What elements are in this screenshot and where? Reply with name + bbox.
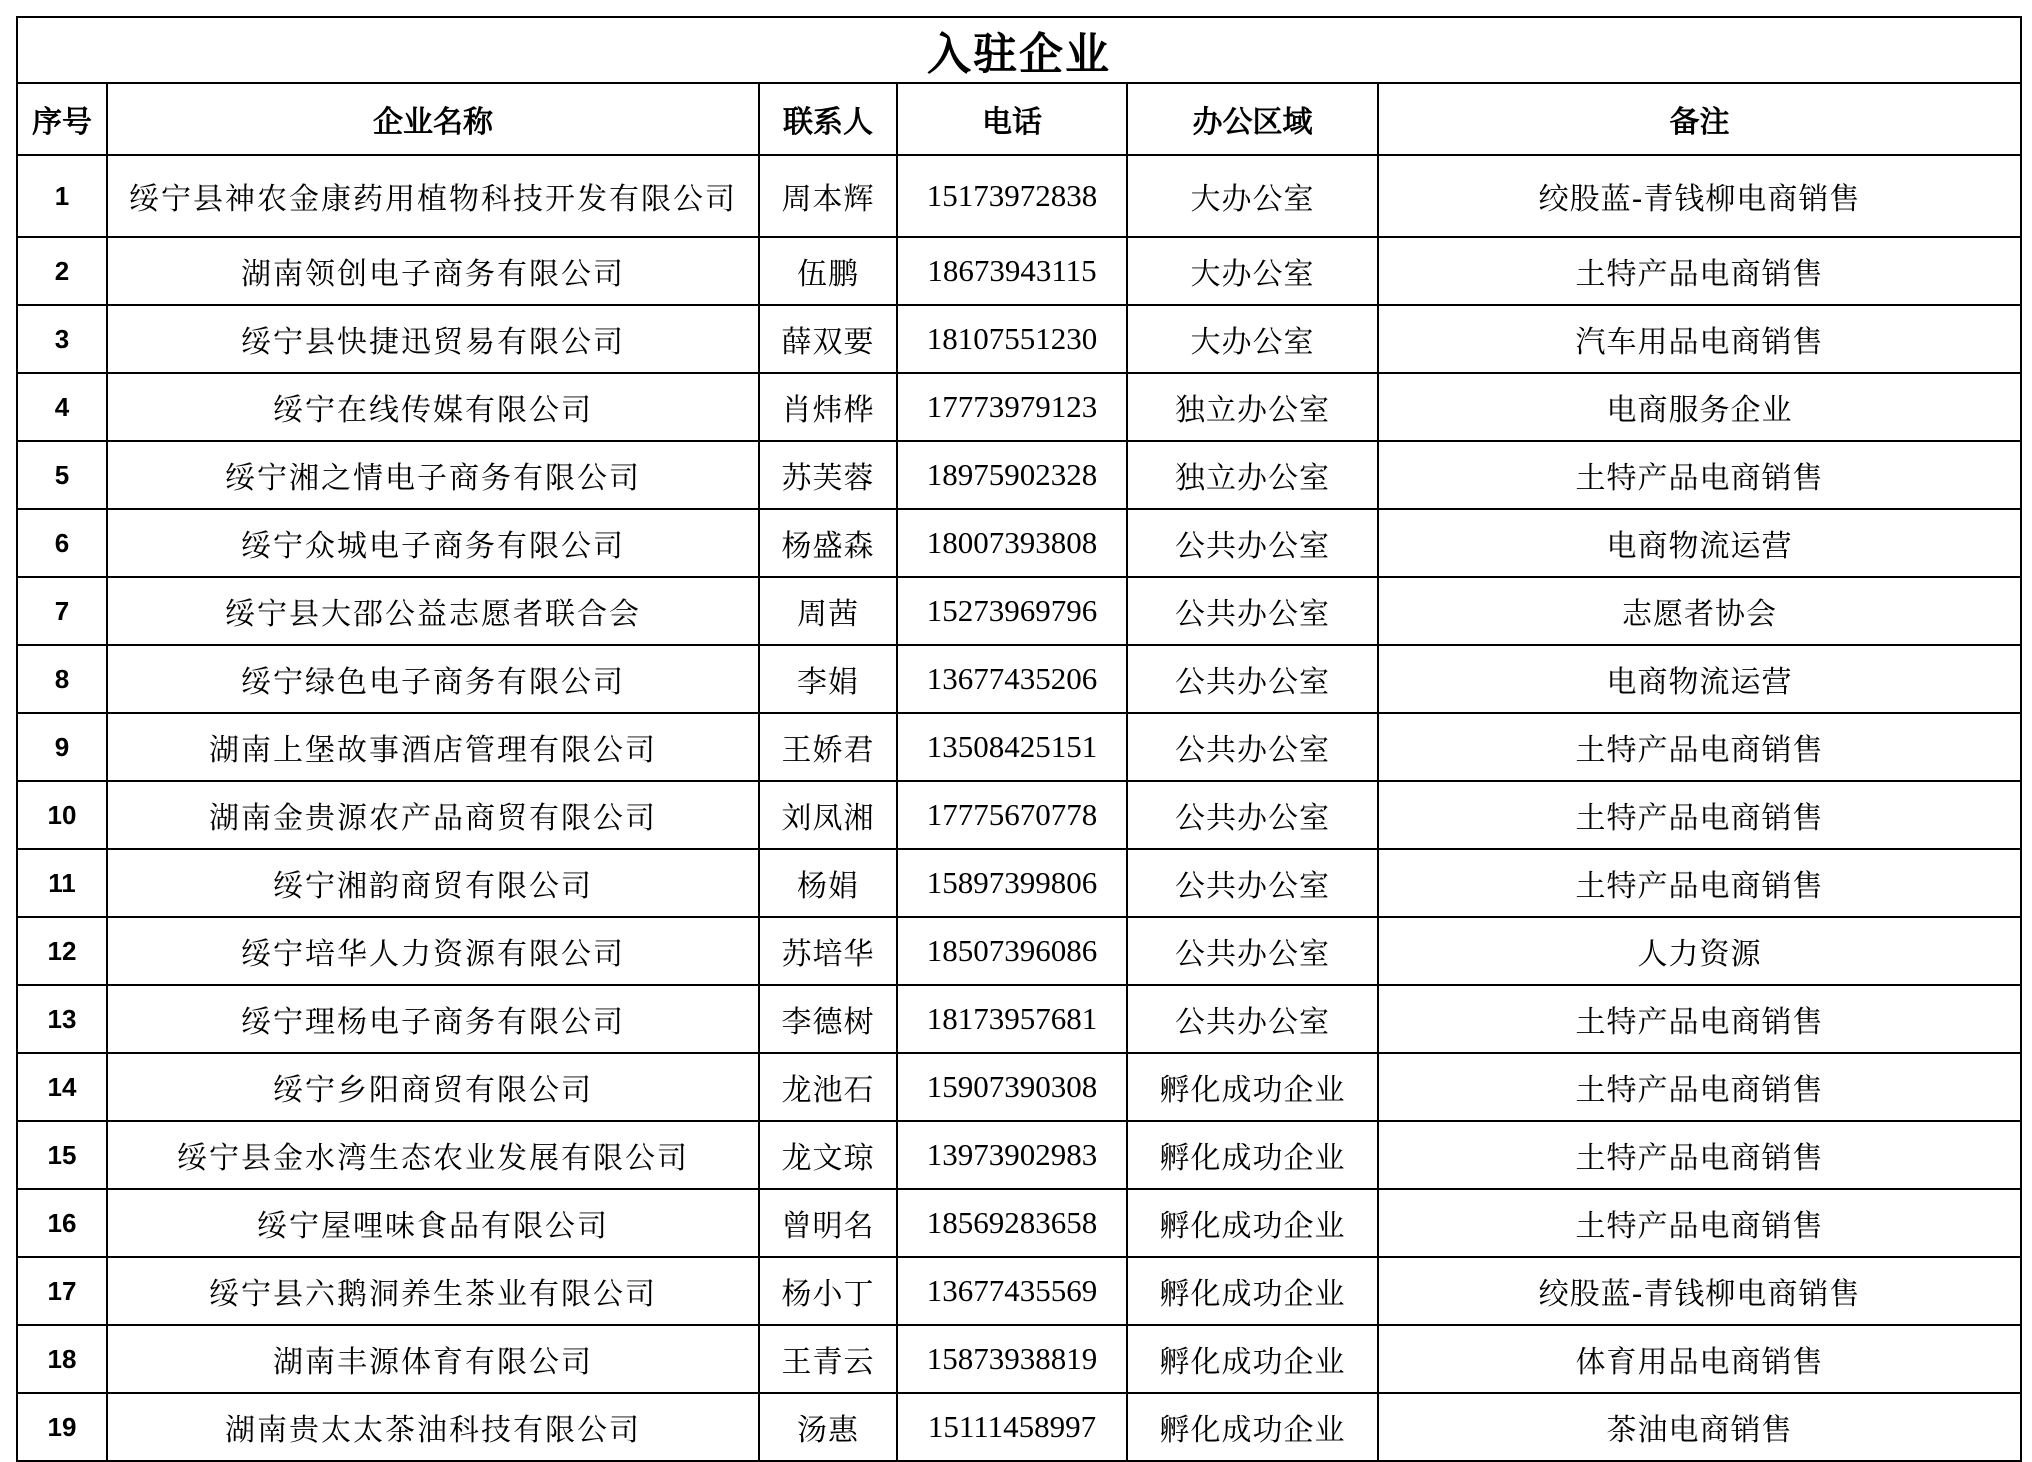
- table-row: [17, 713, 2021, 781]
- cell-office: 大办公室: [1127, 305, 1378, 373]
- cell-company: 湖南丰源体育有限公司: [107, 1325, 759, 1393]
- header-contact: 联系人: [759, 83, 897, 155]
- table-body: [17, 155, 2021, 1461]
- cell-contact: 李娟: [759, 645, 897, 713]
- table-row: [17, 1257, 2021, 1325]
- table-row: [17, 781, 2021, 849]
- cell-phone: 18007393808: [897, 509, 1127, 577]
- header-company: 企业名称: [107, 83, 759, 155]
- table-row: [17, 373, 2021, 441]
- cell-seq: 8: [17, 645, 107, 713]
- cell-note: 土特产品电商销售: [1378, 1053, 2021, 1121]
- cell-seq: 13: [17, 985, 107, 1053]
- enterprise-table: [16, 16, 2022, 1462]
- cell-seq: 7: [17, 577, 107, 645]
- cell-office: 公共办公室: [1127, 645, 1378, 713]
- cell-contact: 肖炜桦: [759, 373, 897, 441]
- cell-contact: 汤惠: [759, 1393, 897, 1461]
- cell-contact: 王青云: [759, 1325, 897, 1393]
- cell-seq: 18: [17, 1325, 107, 1393]
- cell-office: 公共办公室: [1127, 849, 1378, 917]
- table-row: [17, 237, 2021, 305]
- cell-contact: 苏培华: [759, 917, 897, 985]
- header-seq: 序号: [17, 83, 107, 155]
- table-row: [17, 509, 2021, 577]
- cell-phone: 17775670778: [897, 781, 1127, 849]
- cell-office: 独立办公室: [1127, 441, 1378, 509]
- cell-company: 绥宁县六鹅洞养生茶业有限公司: [107, 1257, 759, 1325]
- cell-company: 绥宁县快捷迅贸易有限公司: [107, 305, 759, 373]
- cell-phone: 18673943115: [897, 237, 1127, 305]
- cell-note: 绞股蓝-青钱柳电商销售: [1378, 155, 2021, 237]
- cell-contact: 杨盛森: [759, 509, 897, 577]
- cell-company: 绥宁培华人力资源有限公司: [107, 917, 759, 985]
- table-row: [17, 1325, 2021, 1393]
- cell-company: 绥宁众城电子商务有限公司: [107, 509, 759, 577]
- cell-phone: 13508425151: [897, 713, 1127, 781]
- cell-seq: 19: [17, 1393, 107, 1461]
- cell-phone: 18507396086: [897, 917, 1127, 985]
- cell-phone: 15273969796: [897, 577, 1127, 645]
- cell-note: 绞股蓝-青钱柳电商销售: [1378, 1257, 2021, 1325]
- cell-office: 孵化成功企业: [1127, 1257, 1378, 1325]
- cell-note: 土特产品电商销售: [1378, 441, 2021, 509]
- table-row: [17, 155, 2021, 237]
- spreadsheet: [16, 16, 2020, 1462]
- cell-phone: 18107551230: [897, 305, 1127, 373]
- cell-seq: 11: [17, 849, 107, 917]
- cell-note: 土特产品电商销售: [1378, 237, 2021, 305]
- cell-seq: 9: [17, 713, 107, 781]
- cell-contact: 龙池石: [759, 1053, 897, 1121]
- cell-company: 绥宁在线传媒有限公司: [107, 373, 759, 441]
- cell-seq: 16: [17, 1189, 107, 1257]
- cell-office: 独立办公室: [1127, 373, 1378, 441]
- cell-phone: 13677435569: [897, 1257, 1127, 1325]
- cell-note: 土特产品电商销售: [1378, 713, 2021, 781]
- cell-note: 汽车用品电商销售: [1378, 305, 2021, 373]
- cell-office: 大办公室: [1127, 155, 1378, 237]
- cell-seq: 3: [17, 305, 107, 373]
- table-row: [17, 577, 2021, 645]
- cell-office: 孵化成功企业: [1127, 1393, 1378, 1461]
- table-title: 入驻企业: [17, 17, 2021, 83]
- cell-contact: 伍鹏: [759, 237, 897, 305]
- cell-office: 孵化成功企业: [1127, 1053, 1378, 1121]
- cell-note: 土特产品电商销售: [1378, 985, 2021, 1053]
- cell-office: 大办公室: [1127, 237, 1378, 305]
- cell-company: 湖南金贵源农产品商贸有限公司: [107, 781, 759, 849]
- cell-company: 湖南上堡故事酒店管理有限公司: [107, 713, 759, 781]
- cell-company: 绥宁湘之情电子商务有限公司: [107, 441, 759, 509]
- cell-company: 绥宁县大邵公益志愿者联合会: [107, 577, 759, 645]
- cell-note: 体育用品电商销售: [1378, 1325, 2021, 1393]
- cell-note: 土特产品电商销售: [1378, 781, 2021, 849]
- table-row: [17, 645, 2021, 713]
- table-row: [17, 1393, 2021, 1461]
- cell-office: 公共办公室: [1127, 577, 1378, 645]
- cell-office: 孵化成功企业: [1127, 1325, 1378, 1393]
- cell-office: 公共办公室: [1127, 985, 1378, 1053]
- table-row: [17, 917, 2021, 985]
- cell-note: 电商服务企业: [1378, 373, 2021, 441]
- cell-seq: 17: [17, 1257, 107, 1325]
- cell-note: 土特产品电商销售: [1378, 1121, 2021, 1189]
- cell-contact: 杨娟: [759, 849, 897, 917]
- cell-seq: 2: [17, 237, 107, 305]
- cell-note: 茶油电商销售: [1378, 1393, 2021, 1461]
- table-row: [17, 985, 2021, 1053]
- cell-seq: 4: [17, 373, 107, 441]
- cell-note: 电商物流运营: [1378, 509, 2021, 577]
- cell-contact: 刘凤湘: [759, 781, 897, 849]
- cell-seq: 6: [17, 509, 107, 577]
- header-phone: 电话: [897, 83, 1127, 155]
- cell-phone: 15873938819: [897, 1325, 1127, 1393]
- header-note: 备注: [1378, 83, 2021, 155]
- cell-phone: 18569283658: [897, 1189, 1127, 1257]
- cell-contact: 李德树: [759, 985, 897, 1053]
- table-row: [17, 849, 2021, 917]
- cell-seq: 1: [17, 155, 107, 237]
- cell-note: 人力资源: [1378, 917, 2021, 985]
- cell-note: 电商物流运营: [1378, 645, 2021, 713]
- cell-contact: 薛双要: [759, 305, 897, 373]
- table-row: [17, 1053, 2021, 1121]
- cell-seq: 10: [17, 781, 107, 849]
- cell-seq: 12: [17, 917, 107, 985]
- cell-note: 土特产品电商销售: [1378, 849, 2021, 917]
- cell-office: 公共办公室: [1127, 917, 1378, 985]
- cell-contact: 曾明名: [759, 1189, 897, 1257]
- cell-office: 公共办公室: [1127, 713, 1378, 781]
- cell-phone: 15173972838: [897, 155, 1127, 237]
- cell-contact: 周茜: [759, 577, 897, 645]
- cell-contact: 杨小丁: [759, 1257, 897, 1325]
- cell-phone: 15897399806: [897, 849, 1127, 917]
- cell-office: 公共办公室: [1127, 781, 1378, 849]
- cell-phone: 13677435206: [897, 645, 1127, 713]
- cell-office: 公共办公室: [1127, 509, 1378, 577]
- cell-company: 绥宁湘韵商贸有限公司: [107, 849, 759, 917]
- cell-contact: 苏芙蓉: [759, 441, 897, 509]
- cell-contact: 龙文琼: [759, 1121, 897, 1189]
- cell-company: 湖南领创电子商务有限公司: [107, 237, 759, 305]
- cell-seq: 14: [17, 1053, 107, 1121]
- table-row: [17, 1121, 2021, 1189]
- cell-phone: 17773979123: [897, 373, 1127, 441]
- cell-phone: 13973902983: [897, 1121, 1127, 1189]
- cell-phone: 15111458997: [897, 1393, 1127, 1461]
- cell-company: 绥宁县金水湾生态农业发展有限公司: [107, 1121, 759, 1189]
- cell-note: 土特产品电商销售: [1378, 1189, 2021, 1257]
- cell-phone: 18975902328: [897, 441, 1127, 509]
- cell-contact: 周本辉: [759, 155, 897, 237]
- header-row: [17, 83, 2021, 155]
- cell-company: 绥宁县神农金康药用植物科技开发有限公司: [107, 155, 759, 237]
- table-row: [17, 441, 2021, 509]
- cell-seq: 5: [17, 441, 107, 509]
- cell-note: 志愿者协会: [1378, 577, 2021, 645]
- cell-phone: 15907390308: [897, 1053, 1127, 1121]
- cell-company: 绥宁理杨电子商务有限公司: [107, 985, 759, 1053]
- table-row: [17, 1189, 2021, 1257]
- cell-company: 绥宁乡阳商贸有限公司: [107, 1053, 759, 1121]
- cell-office: 孵化成功企业: [1127, 1189, 1378, 1257]
- cell-company: 绥宁绿色电子商务有限公司: [107, 645, 759, 713]
- cell-company: 绥宁屋哩味食品有限公司: [107, 1189, 759, 1257]
- cell-office: 孵化成功企业: [1127, 1121, 1378, 1189]
- cell-contact: 王娇君: [759, 713, 897, 781]
- cell-seq: 15: [17, 1121, 107, 1189]
- header-office: 办公区域: [1127, 83, 1378, 155]
- cell-phone: 18173957681: [897, 985, 1127, 1053]
- cell-company: 湖南贵太太茶油科技有限公司: [107, 1393, 759, 1461]
- table-row: [17, 305, 2021, 373]
